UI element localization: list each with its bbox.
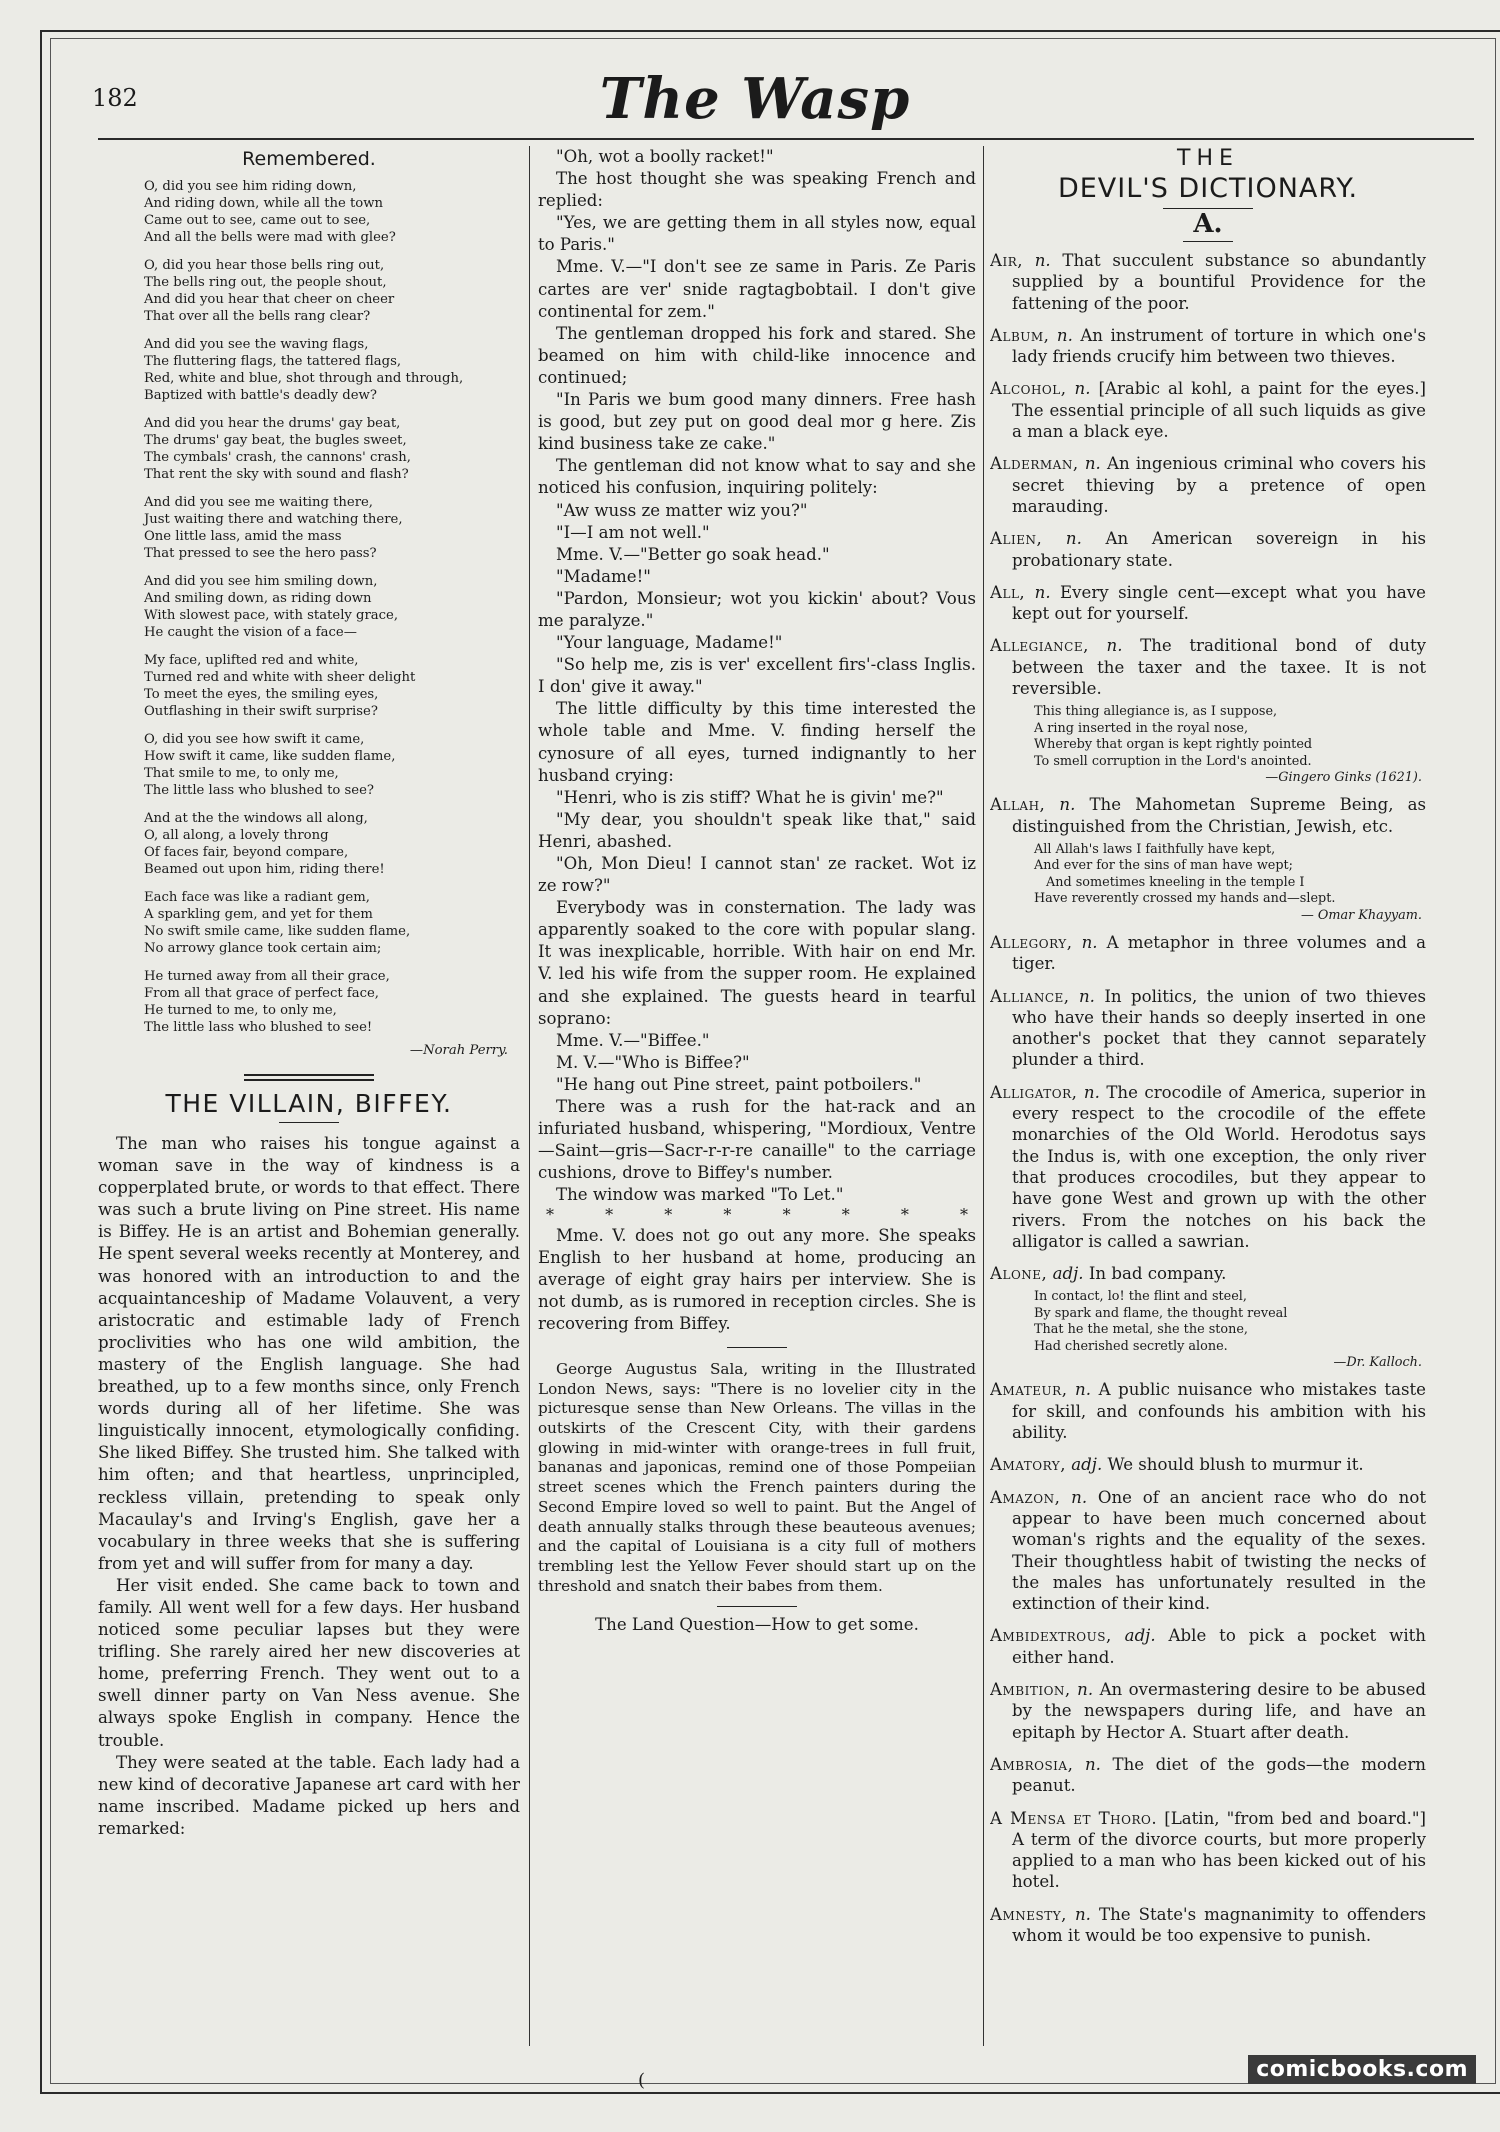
story-body-part2: [538, 146, 976, 1207]
entry-pos: n.: [1059, 795, 1076, 815]
poem-line: The little lass who blushed to see?: [144, 783, 374, 798]
dictionary-letter: A.: [1193, 209, 1223, 239]
entry-definition: [Latin, "from bed and board."] A term of the divorce courts, but more properly applied to a man who has been kicked out of his hotel.: [1012, 1808, 1426, 1892]
poem-line: The drums' gay beat, the bugles sweet,: [144, 433, 407, 448]
dictionary-entry: [990, 1754, 1426, 1797]
entry-pos: n.: [1077, 1680, 1094, 1700]
entry-term: Alligator,: [990, 1082, 1078, 1102]
entry-term: A Mensa et Thoro.: [990, 1808, 1158, 1828]
poem-line: And at the the windows all along,: [144, 811, 368, 826]
column-divider: [983, 146, 984, 2046]
poem-line: O, did you see how swift it came,: [144, 732, 365, 747]
story-paragraph: "So help me, zis is ver' excellent firs'-class Inglis. I don' give it away.": [538, 655, 976, 697]
poem-line: And did you hear the drums' gay beat,: [144, 416, 401, 431]
poem-line: That pressed to see the hero pass?: [144, 546, 377, 561]
poem-line: And did you hear that cheer on cheer: [144, 292, 395, 307]
entry-pos: n.: [1083, 1082, 1100, 1102]
entry-pos: adj.: [1071, 1455, 1103, 1475]
poem-line: Turned red and white with sheer delight: [144, 670, 416, 685]
dictionary-quote: [1034, 704, 1426, 786]
poem-line: Red, white and blue, shot through and through,: [144, 371, 464, 386]
story-paragraph: "In Paris we bum good many dinners. Free hash is good, but zey put on good deal mor g here. Zis kind business take ze cake.": [538, 390, 976, 454]
dictionary-entry: [990, 378, 1426, 442]
story-paragraph: Her visit ended. She came back to town and family. All went well for a few days. Her husband noticed some peculiar lapses but they were trifling. She rarely aired her new discoveries at home, preferring French. They went out to a swell dinner party on Van Ness avenue. She always spoke English in company. Hence the trouble.: [98, 1575, 520, 1750]
star-glyph: *: [664, 1204, 673, 1224]
entry-pos: n.: [1075, 1904, 1091, 1924]
entry-pos: adj.: [1124, 1626, 1156, 1646]
poem-line: He turned to me, to only me,: [144, 1003, 337, 1018]
dictionary-entry: [990, 1487, 1426, 1615]
poem-line: That smile to me, to only me,: [144, 766, 339, 781]
quote-line: To smell corruption in the Lord's anointed.: [1034, 753, 1312, 769]
entry-definition: That succulent substance so abundantly supplied by a bountiful Providence for the fattening of the poor.: [1012, 251, 1426, 313]
poem-stanza: [144, 178, 520, 246]
story-paragraph: "Oh, Mon Dieu! I cannot stan' ze racket. Wot iz ze row?": [538, 854, 976, 896]
dictionary-quote: [1034, 1289, 1426, 1371]
poem-line: And did you see him smiling down,: [144, 574, 378, 589]
story-paragraph: "Aw wuss ze matter wiz you?": [556, 500, 808, 520]
dictionary-entry: [990, 1904, 1426, 1947]
poem-line: The cymbals' crash, the cannons' crash,: [144, 450, 411, 465]
poem-line: Baptized with battle's deadly dew?: [144, 388, 377, 403]
entry-definition: The traditional bond of duty between the taxer and the taxee. It is not reversible.: [1012, 636, 1426, 699]
quote-line: That he the metal, she the stone,: [1034, 1322, 1249, 1338]
entry-term: Alien,: [990, 529, 1043, 549]
entry-term: Album,: [990, 325, 1050, 345]
entry-pos: n.: [1084, 1754, 1101, 1774]
dictionary-entry: [990, 794, 1426, 837]
dictionary-title: DEVIL'S DICTIONARY.: [1057, 173, 1359, 204]
poem-line: No arrowy glance took certain aim;: [144, 941, 382, 956]
title-rule: [279, 1122, 339, 1123]
poem-line: He caught the vision of a face—: [144, 625, 357, 640]
poem-stanza: [144, 810, 520, 878]
sala-article: George Augustus Sala, writing in the Illustrated London News, says: "There is no lovelier city in the picturesque sense than New Orleans. The villas in the outskirts of the Crescent City, with their gardens glowing in mid-winter with orange-trees in full fruit, bananas and japonicas, remind one of those Pompeiian street scenes which the French painters during the Second Empire loved so well to paint. But the Angel of death annually stalks through these beauteous avenues; and the capital of Louisiana is a city full of mothers trembling lest the Yellow Fever should start up on the threshold and snatch their babes from them.: [538, 1359, 976, 1595]
poem-line: And did you see the waving flags,: [144, 337, 369, 352]
poem-line: No swift smile came, like sudden flame,: [144, 924, 411, 939]
quote-line: This thing allegiance is, as I suppose,: [1034, 704, 1278, 720]
entry-definition: The State's magnanimity to offenders whom it would be too expensive to punish.: [1012, 1904, 1426, 1946]
entry-term: Ambidextrous,: [990, 1626, 1112, 1646]
entry-definition: An ingenious criminal who covers his secret thieving by a pretence of open marauding.: [1012, 454, 1426, 516]
poem-line: That rent the sky with sound and flash?: [144, 467, 409, 482]
entry-term: Air,: [990, 251, 1024, 270]
entry-term: Ambition,: [990, 1680, 1071, 1700]
entry-definition: In politics, the union of two thieves who have their hands so deeply inserted in one another's pocket that they cannot separately plunder a third.: [1012, 986, 1426, 1070]
entry-definition: Every single cent—except what you have kept out for yourself.: [1012, 582, 1426, 624]
dictionary-quote: [1034, 842, 1426, 924]
masthead-rule: [98, 138, 1474, 140]
entry-pos: n.: [1065, 529, 1082, 549]
poem-stanza: [144, 573, 520, 641]
poem-line: That over all the bells rang clear?: [144, 309, 371, 324]
poem-line: And smiling down, as riding down: [144, 591, 372, 606]
poem-body: [98, 178, 520, 1036]
quote-line: All Allah's laws I faithfully have kept,: [1034, 841, 1276, 857]
poem-line: O, all along, a lovely throng: [144, 828, 329, 843]
entry-pos: adj.: [1052, 1264, 1084, 1284]
column-left: [98, 146, 520, 2046]
poem-line: The bells ring out, the people shout,: [144, 275, 387, 290]
column-right: [990, 146, 1426, 2046]
entry-term: Amateur,: [990, 1380, 1068, 1400]
quote-line: A ring inserted in the royal nose,: [1034, 720, 1249, 736]
entry-pos: n.: [1078, 986, 1095, 1006]
poem-stanza: [144, 731, 520, 799]
entry-term: Amazon,: [990, 1487, 1061, 1507]
entry-term: Alcohol,: [990, 379, 1067, 399]
poem-title: Remembered.: [242, 148, 376, 170]
entry-definition: An American sovereign in his probationary state.: [1012, 529, 1426, 570]
story-paragraph: They were seated at the table. Each lady had a new kind of decorative Japanese art card with her name inscribed. Madame picked up hers and remarked:: [98, 1752, 520, 1838]
entry-definition: A metaphor in three volumes and a tiger.: [1012, 933, 1426, 974]
star-glyph: *: [841, 1204, 850, 1224]
story-paragraph: Mme. V. does not go out any more. She speaks English to her husband at home, producing an average of eight gray hairs per interview. She is not dumb, as is rumored in reception circles. She is recovering from Biffey.: [538, 1225, 976, 1333]
star-glyph: *: [900, 1204, 909, 1224]
section-divider: [244, 1074, 374, 1081]
poem-line: With slowest pace, with stately grace,: [144, 608, 399, 623]
poem-line: From all that grace of perfect face,: [144, 986, 379, 1001]
poem-line: The fluttering flags, the tattered flags,: [144, 354, 402, 369]
entry-term: Alliance,: [990, 986, 1070, 1006]
entry-definition: The crocodile of America, superior in every respect to the crocodile of the effete monarchies of the Old World. Herodotus says the Indus is, with one exception, the only river that produces crocodiles, but they appear to have gone West and grown up with the other rivers. From the notches on his back the alligator is called a sawrian.: [1012, 1082, 1426, 1251]
star-glyph: *: [723, 1204, 732, 1224]
star-glyph: *: [959, 1204, 968, 1224]
dictionary-entry: [990, 250, 1426, 314]
story-paragraph: The host thought she was speaking French and replied:: [538, 169, 976, 211]
story-paragraph: There was a rush for the hat-rack and an infuriated husband, whispering, "Mordioux, Ventre—Saint—gris—Sacr-r-r-re canaille" to the carriage cushions, drove to Biffey's number.: [538, 1097, 976, 1183]
quote-attribution: —Dr. Kalloch.: [1333, 1355, 1422, 1371]
quote-line: By spark and flame, the thought reveal: [1034, 1305, 1288, 1321]
section-stars: [538, 1204, 976, 1224]
masthead-logo: The Wasp: [599, 66, 911, 132]
entry-pos: n.: [1034, 582, 1051, 602]
story-paragraph: "My dear, you shouldn't speak like that," said Henri, abashed.: [538, 809, 976, 851]
story-paragraph: "I—I am not well.": [556, 522, 710, 542]
dictionary-entry: [990, 1082, 1426, 1252]
story-paragraph: The man who raises his tongue against a woman save in the way of kindness is a copperplated brute, or words to that effect. There was such a brute living on Pine street. His name is Biffey. He is an artist and Bohemian generally. He spent several weeks recently at Monterey, and was honored with an introduction to and the acquaintanceship of Madame Volauvent, a very aristocratic and estimable lady of French proclivities who has one wild ambition, the mastery of the English language. She had breathed, up to a few months since, only French words during all of her lifetime. She was linguistically innocent, etymologically confiding. She liked Biffey. She trusted him. She talked with him often; and that heartless, unprincipled, reckless villain, pretending to speak only Macaulay's and Irving's English, gave her a vocabulary in three weeks that she is suffering from yet and will suffer from for many a day.: [98, 1134, 520, 1573]
poem-line: How swift it came, like sudden flame,: [144, 749, 396, 764]
column-middle: [538, 146, 976, 2046]
dictionary-entry: [990, 1379, 1426, 1443]
entry-definition: [Arabic al kohl, a paint for the eyes.] The essential principle of all such liquids as give a man a black eye.: [1012, 379, 1426, 442]
poem-line: Beamed out upon him, riding there!: [144, 862, 385, 877]
poem-stanza: [144, 415, 520, 483]
section-divider: [717, 1606, 797, 1607]
watermark-logo: comicbooks.com: [1248, 2055, 1476, 2084]
poem-line: Of faces fair, beyond compare,: [144, 845, 349, 860]
entry-term: Allah,: [990, 795, 1046, 815]
entry-definition: We should blush to murmur it.: [1107, 1455, 1364, 1475]
story-paragraph: The little difficulty by this time interested the whole table and Mme. V. finding herself the cynosure of all eyes, turned indignantly to her husband crying:: [538, 699, 976, 785]
poem-line: And did you see me waiting there,: [144, 495, 373, 510]
entry-definition: A public nuisance who mistakes taste for skill, and confounds his ambition with his ability.: [1012, 1380, 1426, 1443]
poem-stanza: [144, 652, 520, 720]
entry-pos: n.: [1106, 636, 1123, 656]
entry-term: Amnesty,: [990, 1904, 1067, 1924]
section-divider: [727, 1347, 787, 1348]
quote-attribution: —Gingero Ginks (1621).: [1265, 769, 1422, 785]
poem-line: Came out to see, came out to see,: [144, 213, 371, 228]
entry-pos: n.: [1075, 1380, 1091, 1400]
story-paragraph: M. V.—"Who is Biffee?": [556, 1052, 750, 1072]
dictionary-entry: [990, 1679, 1426, 1743]
entry-pos: n.: [1071, 1487, 1088, 1507]
poem-line: My face, uplifted red and white,: [144, 653, 359, 668]
entry-definition: The Mahometan Supreme Being, as distinguished from the Christian, Jewish, etc.: [1012, 795, 1426, 836]
poem-line: And all the bells were mad with glee?: [144, 230, 396, 245]
poem-line: And riding down, while all the town: [144, 196, 384, 211]
quote-line: Have reverently crossed my hands and—slept.: [1034, 891, 1336, 907]
poem-line: Outflashing in their swift surprise?: [144, 704, 378, 719]
poem-stanza: [144, 257, 520, 325]
entry-pos: n.: [1056, 325, 1073, 345]
quote-attribution: — Omar Khayyam.: [1300, 907, 1422, 923]
quote-line: And sometimes kneeling in the temple I: [1046, 874, 1305, 890]
entry-definition: The diet of the gods—the modern peanut.: [1012, 1754, 1426, 1796]
entry-pos: n.: [1074, 379, 1091, 399]
story-paragraph: Mme. V.—"Biffee.": [556, 1030, 710, 1050]
story-title: THE VILLAIN, BIFFEY.: [165, 1089, 453, 1118]
dictionary-entry: [990, 1263, 1426, 1284]
poem-stanza: [144, 336, 520, 404]
story-body-part3: [538, 1225, 976, 1335]
quote-line: Whereby that organ is kept rightly pointed: [1034, 737, 1313, 753]
poem-line: Just waiting there and watching there,: [144, 512, 403, 527]
poem-stanza: [144, 889, 520, 957]
dictionary-entry: [990, 635, 1426, 699]
story-paragraph: "Madame!": [556, 566, 651, 586]
entry-definition: An overmastering desire to be abused by the newspapers during life, and have an epitaph by Hector A. Stuart after death.: [1012, 1680, 1426, 1742]
entry-term: Ambrosia,: [990, 1754, 1074, 1774]
story-paragraph: Everybody was in consternation. The lady was apparently soaked to the core with popular slang. It was inexplicable, horrible. With hair on end Mr. V. led his wife from the supper room. He explained and she explained. The guests heard in tearful soprano:: [538, 898, 976, 1028]
letter-rule: [1183, 241, 1233, 242]
poem-stanza: [144, 968, 520, 1036]
story-body-part1: [98, 1133, 520, 1840]
dictionary-the: THE: [1177, 146, 1239, 171]
story-paragraph: The window was marked "To Let.": [556, 1185, 844, 1205]
entry-pos: n.: [1081, 933, 1098, 952]
poem-attribution: —Norah Perry.: [409, 1043, 508, 1058]
page-number: 182: [92, 84, 138, 112]
dictionary-entry: [990, 932, 1426, 975]
story-paragraph: "Yes, we are getting them in all styles now, equal to Paris.": [538, 213, 976, 255]
poem-line: A sparkling gem, and yet for them: [144, 907, 373, 922]
entry-definition: One of an ancient race who do not appear to have been much concerned about woman's rights and the equality of the sexes. Their thoughtless habit of twisting the necks of the males has unfortunately resulted in the extinction of their kind.: [1012, 1487, 1426, 1614]
entry-term: Allegory,: [990, 933, 1073, 952]
entry-term: Alderman,: [990, 454, 1079, 474]
star-glyph: *: [605, 1204, 614, 1224]
story-paragraph: The gentleman did not know what to say and she noticed his confusion, inquiring politely:: [538, 456, 976, 498]
star-glyph: *: [546, 1204, 554, 1224]
dictionary-entry: [990, 1808, 1426, 1893]
story-paragraph: Mme. V.—"Better go soak head.": [556, 544, 830, 564]
dictionary-entries: [990, 250, 1426, 1946]
dictionary-entry: [990, 1625, 1426, 1668]
entry-pos: n.: [1084, 454, 1101, 474]
dictionary-entry: [990, 453, 1426, 517]
story-paragraph: "He hang out Pine street, paint potboilers.": [556, 1074, 922, 1094]
dictionary-entry: [990, 528, 1426, 571]
story-paragraph: "Henri, who is zis stiff? What he is givin' me?": [556, 787, 944, 807]
story-paragraph: "Your language, Madame!": [556, 633, 783, 653]
entry-definition: In bad company.: [1088, 1264, 1227, 1284]
footer-mark: (: [638, 2070, 646, 2091]
poem-line: Each face was like a radiant gem,: [144, 890, 370, 905]
star-glyph: *: [782, 1204, 791, 1224]
story-paragraph: "Oh, wot a boolly racket!": [556, 147, 774, 166]
dictionary-entry: [990, 582, 1426, 625]
dictionary-entry: [990, 986, 1426, 1071]
entry-definition: Able to pick a pocket with either hand.: [1012, 1626, 1426, 1667]
quote-line: Had cherished secretly alone.: [1034, 1338, 1228, 1354]
entry-term: Allegiance,: [990, 636, 1089, 656]
poem-line: O, did you see him riding down,: [144, 179, 357, 194]
poem-line: O, did you hear those bells ring out,: [144, 258, 385, 273]
quote-line: In contact, lo! the flint and steel,: [1034, 1289, 1247, 1305]
poem-line: One little lass, amid the mass: [144, 529, 342, 544]
entry-pos: n.: [1034, 251, 1051, 270]
dictionary-entry: [990, 1454, 1426, 1475]
story-paragraph: The gentleman dropped his fork and stared. She beamed on him with child-like innocence and continued;: [538, 323, 976, 387]
poem-line: To meet the eyes, the smiling eyes,: [144, 687, 379, 702]
story-paragraph: Mme. V.—"I don't see ze same in Paris. Ze Paris cartes are ver' snide ragtagbobtail. I don't give continental for zem.": [538, 257, 976, 321]
entry-term: All,: [990, 582, 1026, 602]
entry-term: Amatory,: [990, 1455, 1066, 1475]
poem-line: The little lass who blushed to see!: [144, 1020, 373, 1035]
entry-term: Alone,: [990, 1264, 1048, 1284]
poem-stanza: [144, 494, 520, 562]
column-divider: [529, 146, 530, 2046]
entry-definition: An instrument of torture in which one's lady friends crucify him between two thieves.: [1012, 325, 1426, 367]
story-paragraph: "Pardon, Monsieur; wot you kickin' about? Vous me paralyze.": [538, 588, 976, 630]
quote-line: And ever for the sins of man have wept;: [1034, 858, 1293, 874]
dictionary-entry: [990, 325, 1426, 368]
poem-line: He turned away from all their grace,: [144, 969, 390, 984]
tagline: The Land Question—How to get some.: [595, 1615, 919, 1635]
